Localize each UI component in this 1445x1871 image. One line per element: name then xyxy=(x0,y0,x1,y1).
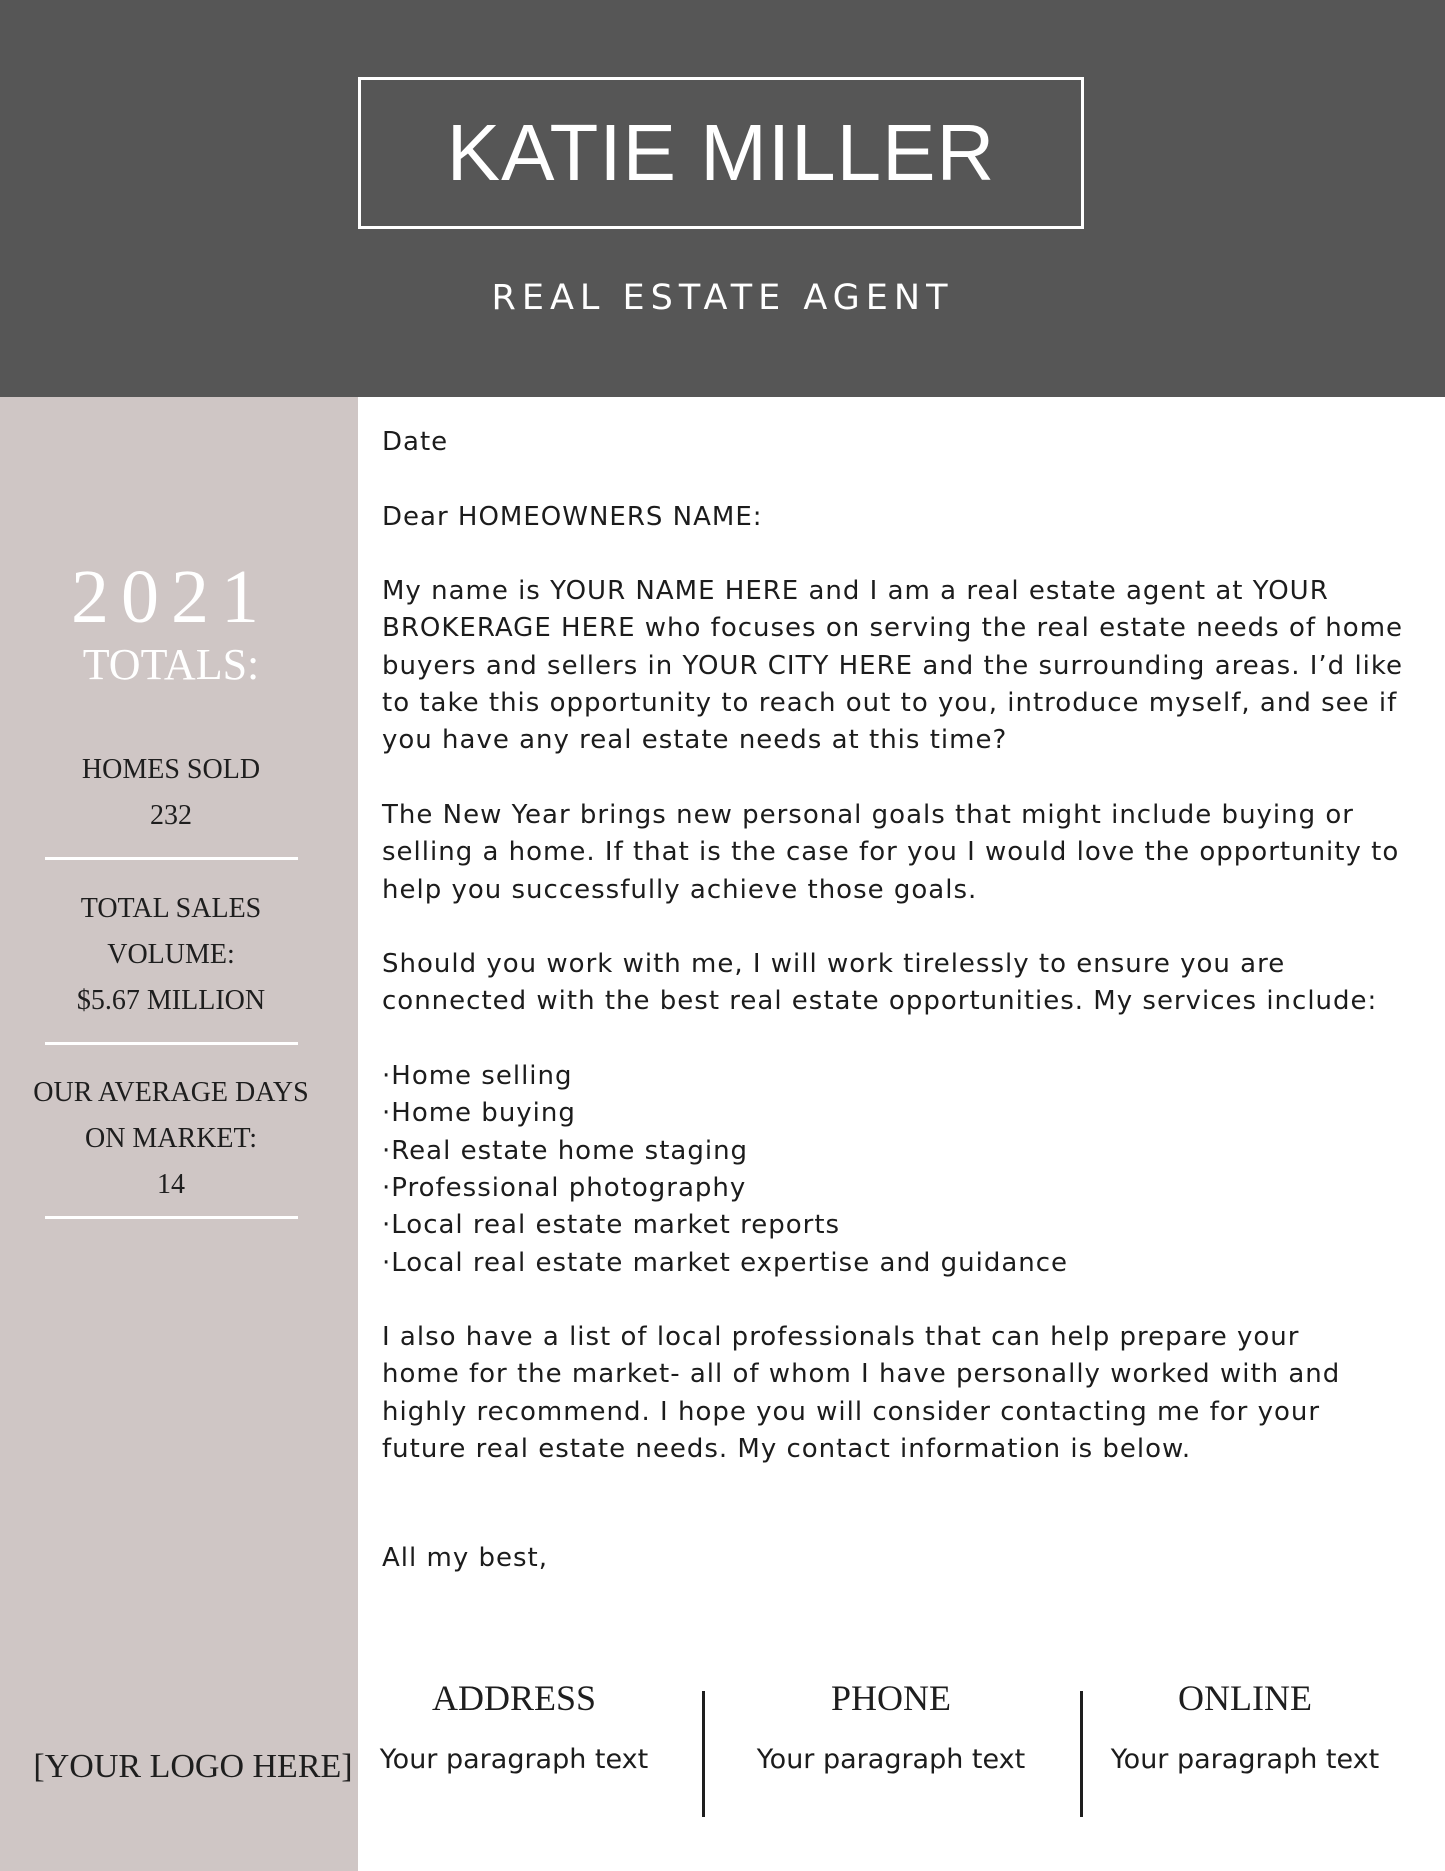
service-item: ·Real estate home staging xyxy=(382,1135,749,1166)
agent-name: KATIE MILLER xyxy=(446,108,996,197)
service-item: ·Professional photography xyxy=(382,1172,747,1203)
paragraph-line: BROKERAGE HERE who focuses on serving the real estate needs of home xyxy=(382,613,1404,644)
paragraph-line: selling a home. If that is the case for you I would love the opportunity to xyxy=(382,837,1400,868)
stat-homes-sold xyxy=(0,747,342,839)
paragraph-line: future real estate needs. My contact information is below. xyxy=(382,1434,1192,1465)
stats-totals-label: TOTALS: xyxy=(82,640,260,689)
letter-salutation: Dear HOMEOWNERS NAME: xyxy=(382,501,763,532)
logo-placeholder: [YOUR LOGO HERE] xyxy=(33,1748,353,1785)
letter-paragraph-professionals xyxy=(382,1319,1412,1468)
contact-online-text: Your paragraph text xyxy=(1110,1744,1380,1775)
stat-divider xyxy=(45,1216,298,1219)
stat-average-days-on-market xyxy=(0,1070,342,1208)
paragraph-line: I also have a list of local professionals that can help prepare your xyxy=(382,1322,1300,1353)
stat-divider xyxy=(45,857,298,860)
stat-divider xyxy=(45,1042,298,1045)
paragraph-line: My name is YOUR NAME HERE and I am a real estate agent at YOUR xyxy=(382,576,1329,607)
contact-divider xyxy=(702,1691,705,1817)
service-item: ·Home selling xyxy=(382,1061,573,1092)
stats-year: 2021 xyxy=(71,555,271,639)
header-banner xyxy=(0,0,1445,397)
service-item: ·Local real estate market expertise and guidance xyxy=(382,1247,1069,1278)
stat-homes-sold-label: HOMES SOLD xyxy=(81,754,261,785)
letter-paragraph-intro xyxy=(382,573,1412,759)
letter-paragraph-services-intro xyxy=(382,946,1412,1021)
paragraph-line: home for the market- all of whom I have personally worked with and xyxy=(382,1359,1341,1390)
contact-address-text: Your paragraph text xyxy=(379,1744,649,1775)
letter-closing: All my best, xyxy=(382,1543,548,1573)
stat-total-sales-value: $5.67 MILLION xyxy=(76,985,266,1016)
paragraph-line: Should you work with me, I will work tirelessly to ensure you are xyxy=(382,949,1286,980)
stat-total-sales-label-2: VOLUME: xyxy=(107,939,235,970)
agent-role: REAL ESTATE AGENT xyxy=(491,278,954,318)
stat-total-sales-volume xyxy=(0,886,342,1024)
stat-homes-sold-value: 232 xyxy=(150,800,192,831)
paragraph-line: you have any real estate needs at this time? xyxy=(382,725,1008,756)
paragraph-line: highly recommend. I hope you will consider contacting me for your xyxy=(382,1396,1321,1427)
stat-avg-days-label: OUR AVERAGE DAYS xyxy=(33,1077,309,1108)
paragraph-line: The New Year brings new personal goals that might include buying or xyxy=(382,799,1354,830)
letter-paragraph-new-year xyxy=(382,797,1412,909)
paragraph-line: help you successfully achieve those goals. xyxy=(382,874,978,905)
name-frame xyxy=(358,77,1084,229)
letter-date: Date xyxy=(382,427,449,457)
services-list xyxy=(382,1058,1412,1282)
contact-online-heading: ONLINE xyxy=(1178,1678,1312,1718)
contact-divider xyxy=(1080,1691,1083,1817)
contact-phone-heading: PHONE xyxy=(830,1678,951,1718)
paragraph-line: connected with the best real estate opportunities. My services include: xyxy=(382,986,1378,1017)
stat-avg-days-value: 14 xyxy=(157,1169,185,1200)
stat-avg-days-label-2: ON MARKET: xyxy=(84,1123,258,1154)
paragraph-line: to take this opportunity to reach out to you, introduce myself, and see if xyxy=(382,688,1398,719)
service-item: ·Home buying xyxy=(382,1098,576,1129)
paragraph-line: buyers and sellers in YOUR CITY HERE and the surrounding areas. I’d like xyxy=(382,650,1404,681)
letter-body xyxy=(382,424,1412,1468)
contact-address-heading: ADDRESS xyxy=(431,1678,597,1718)
contact-phone-text: Your paragraph text xyxy=(756,1744,1026,1775)
service-item: ·Local real estate market reports xyxy=(382,1210,841,1241)
sidebar-stats xyxy=(0,397,358,1871)
stat-total-sales-label: TOTAL SALES xyxy=(80,893,262,924)
